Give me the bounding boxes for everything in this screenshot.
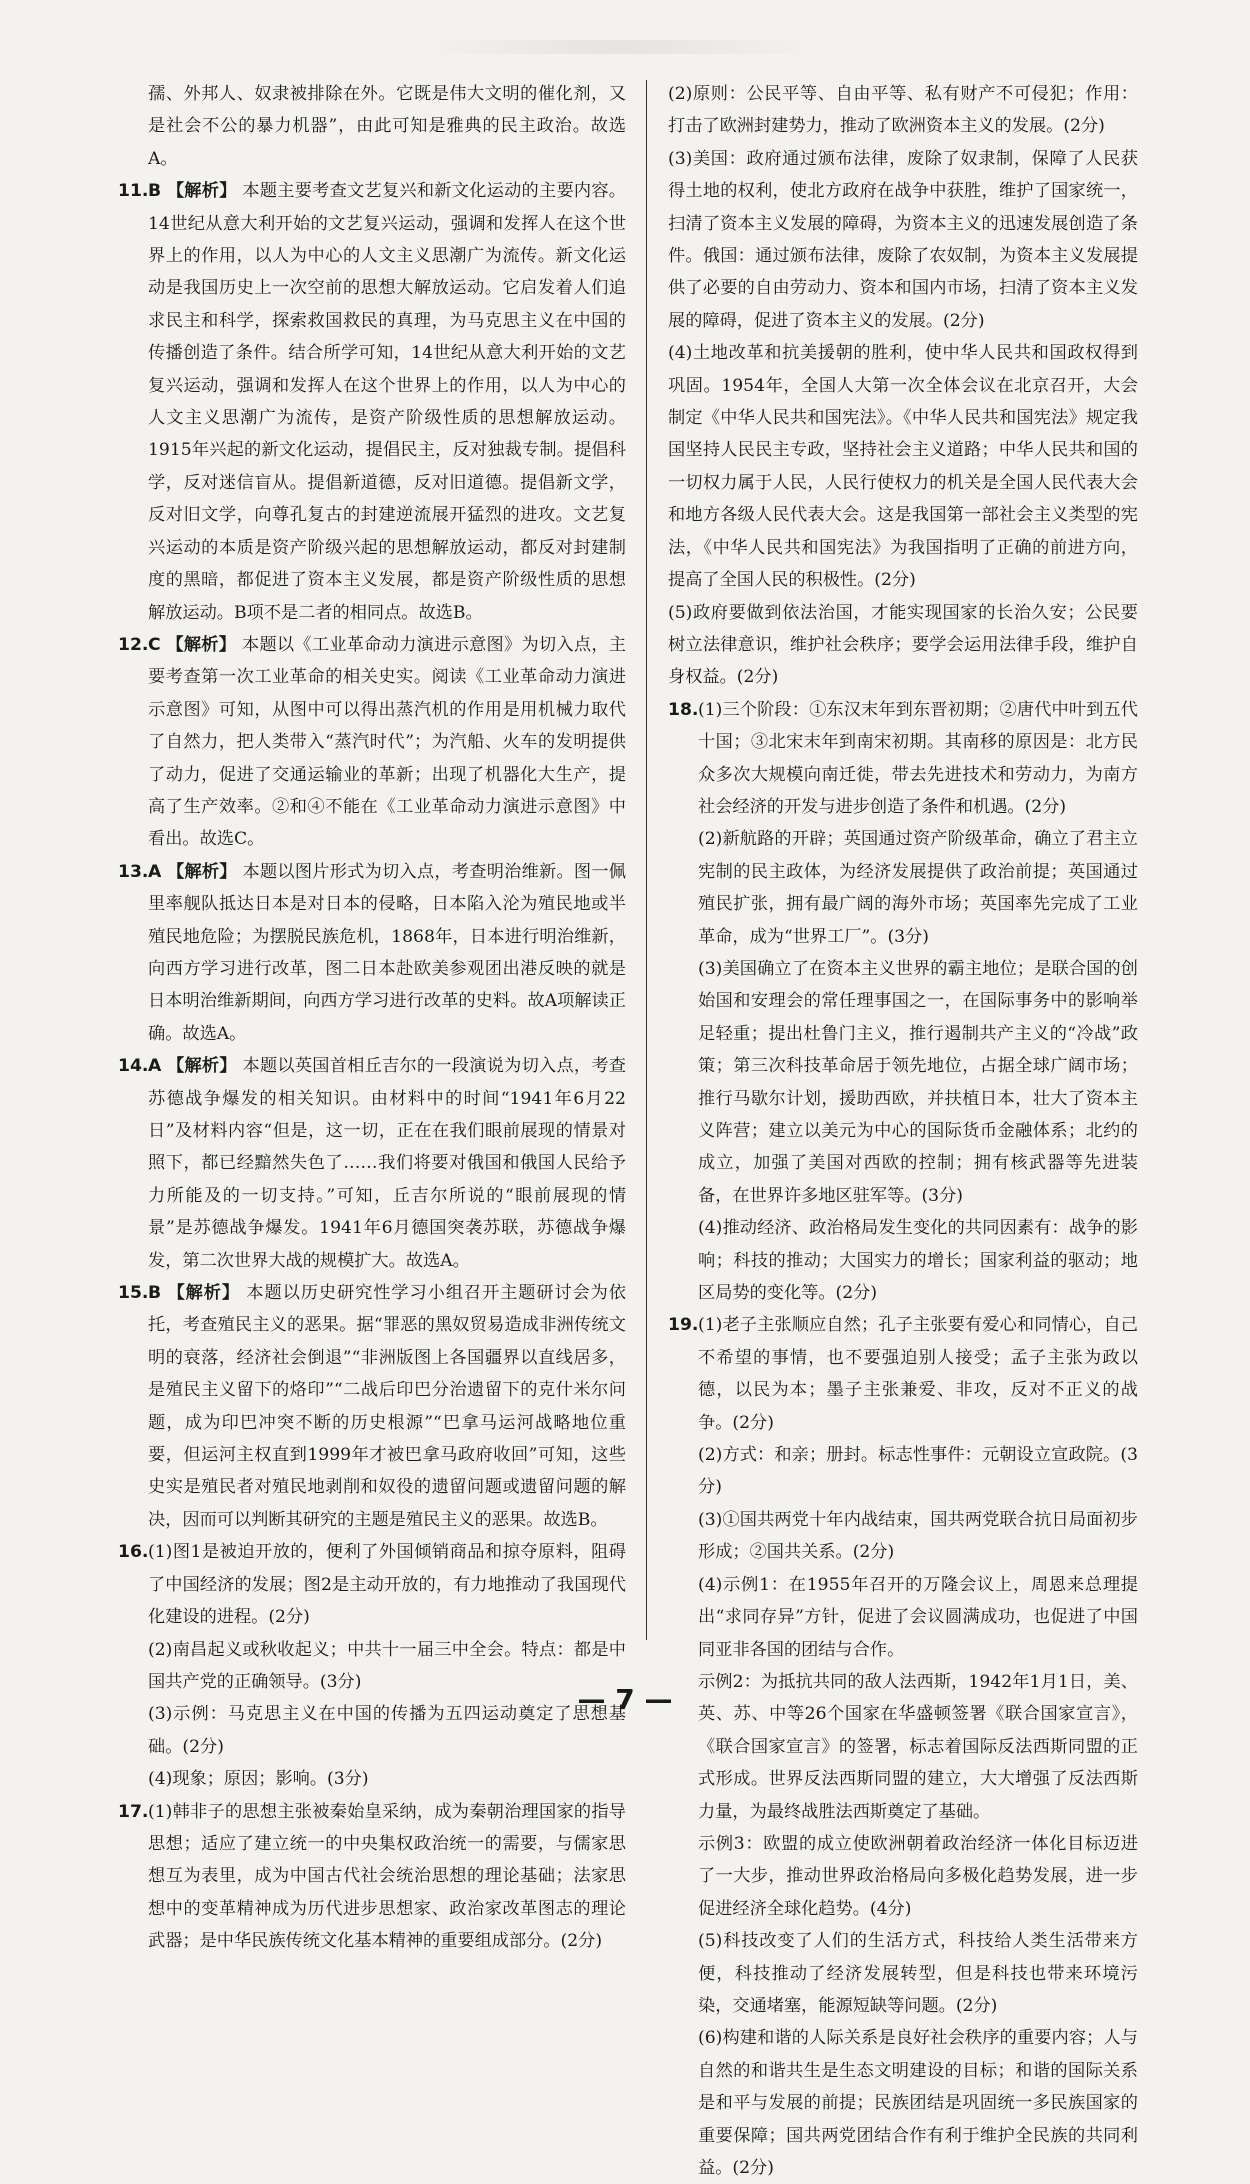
analysis-tag: 【解析】 (167, 1283, 240, 1304)
sub-answer: (2)方式：和亲；册封。标志性事件：元朝设立宣政院。(3分) (698, 1445, 1138, 1498)
answer-item-11 (118, 175, 626, 629)
sub-answer: (3)①国共两党十年内战结束，国共两党联合抗日局面初步形成；②国共关系。(2分) (698, 1509, 1138, 1563)
sub-answer: 示例3：欧盟的成立使欧洲朝着政治经济一体化目标迈进了一大步，推动世界政治格局向多极化趋势发展，进一步促进经济全球化趋势。(4分) (698, 1833, 1138, 1919)
analysis-text: 本题以图片形式为切入点，考查明治维新。图一佩里率舰队抵达日本是对日本的侵略，日本陷入沦为殖民地或半殖民地危险；为摆脱民族危机，1868年，日本进行明治维新，向西方学习进行改革，图二日本赴欧美参观团出港反映的就是日本明治维新期间，向西方学习进行改革的史料。故A项解读正确。故选A。 (148, 861, 626, 1044)
continuation-answer: (3)美国：政府通过颁布法律，废除了奴隶制，保障了人民获得土地的权利，使北方政府在战争中获胜，维护了国家统一，扫清了资本主义发展的障碍，为资本主义的迅速发展创造了条件。俄国：通过颁布法律，废除了农奴制，为资本主义发展提供了必要的自由劳动力、资本和国内市场，扫清了资本主义发展的障碍，促进了资本主义的发展。(2分) (668, 148, 1138, 331)
answer-item-13 (118, 856, 626, 1050)
sub-answer: (1)韩非子的思想主张被秦始皇采纳，成为秦朝治理国家的指导思想；适应了建立统一的中央集权政治统一的需要，与儒家思想互为表里，成为中国古代社会统治思想的理论基础；法家思想中的变革精神成为历代进步思想家、政治家改革图志的理论武器；是中华民族传统文化基本精神的重要组成部分。(2分) (148, 1801, 626, 1952)
answer-item-18 (668, 694, 1138, 1310)
sub-answer: (3)示例：马克思主义在中国的传播为五四运动奠定了思想基础。(2分) (148, 1704, 626, 1757)
analysis-text: 本题以英国首相丘吉尔的一段演说为切入点，考查苏德战争爆发的相关知识。由材料中的时间“1941年6月22日”及材料内容“但是，这一切，正在在我们眼前展现的情景对照下，都已经黯然失色了……我们将要对俄国和俄国人民给予力所能及的一切支持。”可知，丘吉尔所说的“眼前展现的情景”是苏德战争爆发。1941年6月德国突袭苏联，苏德战争爆发，第二次世界大战的规模扩大。故选A。 (148, 1056, 626, 1271)
item-number: 16. (118, 1542, 149, 1563)
sub-answer: (2)新航路的开辟；英国通过资产阶级革命，确立了君主立宪制的民主政体，为经济发展提供了政治前提；英国通过殖民扩张，拥有最广阔的海外市场；英国率先完成了工业革命，成为“世界工厂”。(3分) (698, 829, 1138, 947)
continuation-answer: (2)原则：公民平等、自由平等、私有财产不可侵犯；作用：打击了欧洲封建势力，推动了欧洲资本主义的发展。(2分) (668, 84, 1138, 137)
analysis-tag: 【解析】 (167, 861, 237, 882)
item-number: 12. (118, 634, 149, 655)
item-number: 13. (118, 861, 149, 882)
answer-item-17 (118, 1796, 626, 1958)
item-number: 14. (118, 1056, 149, 1077)
analysis-tag: 【解析】 (166, 634, 237, 655)
analysis-tag: 【解析】 (167, 1056, 237, 1077)
continuation-answer: (4)土地改革和抗美援朝的胜利，使中华人民共和国政权得到巩固。1954年，全国人大第一次全体会议在北京召开，大会制定《中华人民共和国宪法》。《中华人民共和国宪法》规定我国坚持人民民主专政，坚持社会主义道路；中华人民共和国的一切权力属于人民，人民行使权力的机关是全国人民代表大会和地方各级人民代表大会。这是我国第一部社会主义类型的宪法，《中华人民共和国宪法》为我国指明了正确的前进方向，提高了全国人民的积极性。(2分) (668, 343, 1138, 591)
item-number: 11. (118, 181, 149, 202)
sub-answer: (1)三个阶段：①东汉末年到东晋初期；②唐代中叶到五代十国；③北宋末年到南宋初期。其南移的原因是：北方民众多次大规模向南迁徙，带去先进技术和劳动力，为南方社会经济的开发与进步创造了条件和机遇。(2分) (698, 699, 1138, 817)
sub-answer: 示例2：为抵抗共同的敌人法西斯，1942年1月1日，美、英、苏、中等26个国家在华盛顿签署《联合国家宣言》，《联合国家宣言》的签署，标志着国际反法西斯同盟的正式形成。世界反法西斯同盟的建立，大大增强了反法西斯力量，为最终战胜法西斯奠定了基础。 (698, 1671, 1138, 1822)
answer-item-15 (118, 1277, 626, 1536)
item-number: 17. (118, 1801, 149, 1822)
column-divider (646, 80, 647, 1640)
item-number: 18. (668, 699, 699, 720)
sub-answer: (3)美国确立了在资本主义世界的霸主地位；是联合国的创始国和安理会的常任理事国之一，在国际事务中的影响举足轻重；提出杜鲁门主义，推行遏制共产主义的“冷战”政策；第三次科技革命居于领先地位，占据全球广阔市场；推行马歇尔计划，援助西欧，并扶植日本，壮大了资本主义阵营；建立以美元为中心的国际货币金融体系；北约的成立，加强了美国对西欧的控制；拥有核武器等先进装备，在世界许多地区驻军等。(3分) (698, 958, 1138, 1206)
sub-answer: (4)现象；原因；影响。(3分) (148, 1769, 369, 1790)
item-number: 19. (668, 1315, 699, 1336)
analysis-text: 本题主要考查文艺复兴和新文化运动的主要内容。14世纪从意大利开始的文艺复兴运动，强调和发挥人在这个世界上的作用，以人为中心的人文主义思潮广为流传。新文化运动是我国历史上一次空前的思想大解放运动。它启发着人们追求民主和科学，探索救国救民的真理，为马克思主义在中国的传播创造了条件。结合所学可知，14世纪从意大利开始的文艺复兴运动，强调和发挥人在这个世界上的作用，以人为中心的人文主义思潮广为流传，是资产阶级性质的思想解放运动。1915年兴起的新文化运动，提倡民主，反对独裁专制。提倡科学，反对迷信盲从。提倡新道德，反对旧道德。提倡新文学，反对旧文学，向尊孔复古的封建逆流展开猛烈的进攻。文艺复兴运动的本质是资产阶级兴起的思想解放运动，都反对封建制度的黑暗，都促进了资本主义发展，都是资产阶级性质的思想解放运动。B项不是二者的相同点。故选B。 (148, 181, 626, 623)
continuation-answer: (5)政府要做到依法治国，才能实现国家的长治久安；公民要树立法律意识，维护社会秩序；要学会运用法律手段，维护自身权益。(2分) (668, 602, 1138, 688)
analysis-tag: 【解析】 (166, 181, 237, 202)
sub-answer: (2)南昌起义或秋收起义；中共十一届三中全会。特点：都是中国共产党的正确领导。(3分) (148, 1639, 626, 1692)
answer-item-16 (118, 1536, 626, 1795)
left-column (118, 78, 626, 1958)
answer-letter: A (148, 1056, 162, 1077)
page-number: — 7 — (577, 1683, 673, 1716)
analysis-text: 本题以《工业革命动力演进示意图》为切入点，主要考查第一次工业革命的相关史实。阅读《工业革命动力演进示意图》可知，从图中可以得出蒸汽机的作用是用机械力取代了自然力，把人类带入“蒸汽时代”；为汽船、火车的发明提供了动力，促进了交通运输业的革新；出现了机器化大生产，提高了生产效率。②和④不能在《工业革命动力演进示意图》中看出。故选C。 (148, 634, 626, 850)
left-continuation: 孺、外邦人、奴隶被排除在外。它既是伟大文明的催化剂，又是社会不公的暴力机器”，由此可知是雅典的民主政治。故选A。 (148, 84, 626, 169)
answer-letter: A (148, 861, 162, 882)
sub-answer: (5)科技改变了人们的生活方式，科技给人类生活带来方便，科技推动了经济发展转型，但是科技也带来环境污染，交通堵塞，能源短缺等问题。(2分) (698, 1931, 1138, 2016)
answer-letter: C (148, 634, 161, 655)
analysis-text: 本题以历史研究性学习小组召开主题研讨会为依托，考查殖民主义的恶果。据“罪恶的黑奴贸易造成非洲传统文明的衰落，经济社会倒退”“非洲版图上各国疆界以直线居多，是殖民主义留下的烙印”“二战后印巴分治遗留下的克什米尔问题，成为印巴冲突不断的历史根源”“巴拿马运河战略地位重要，但运河主权直到1999年才被巴拿马政府收回”可知，这些史实是殖民者对殖民地剥削和奴役的遗留问题或遗留问题的解决，因而可以判断其研究的主题是殖民主义的恶果。故选B。 (148, 1283, 626, 1530)
right-column (668, 78, 1138, 2184)
header-smudge (420, 40, 820, 54)
answer-letter: B (148, 1283, 162, 1304)
answer-item-14 (118, 1050, 626, 1277)
sub-answer: (1)图1是被迫开放的，便利了外国倾销商品和掠夺原料，阻碍了中国经济的发展；图2是主动开放的，有力地推动了我国现代化建设的进程。(2分) (148, 1542, 626, 1628)
answer-item-12 (118, 629, 626, 856)
sub-answer: (6)构建和谐的人际关系是良好社会秩序的重要内容；人与自然的和谐共生是生态文明建设的目标；和谐的国际关系是和平与发展的前提；民族团结是巩固统一多民族国家的重要保障；国共两党团结合作有利于维护全民族的共同利益。(2分) (698, 2028, 1138, 2178)
sub-answer: (4)示例1：在1955年召开的万隆会议上，周恩来总理提出“求同存异”方针，促进了会议圆满成功，也促进了中国同亚非各国的团结与合作。 (698, 1574, 1138, 1660)
sub-answer: (4)推动经济、政治格局发生变化的共同因素有：战争的影响；科技的推动；大国实力的增长；国家利益的驱动；地区局势的变化等。(2分) (698, 1218, 1138, 1304)
answer-letter: B (148, 181, 162, 202)
item-number: 15. (118, 1283, 149, 1304)
sub-answer: (1)老子主张顺应自然；孔子主张要有爱心和同情心，自己不希望的事情，也不要强迫别人接受；孟子主张为政以德，以民为本；墨子主张兼爱、非攻，反对不正义的战争。(2分) (698, 1315, 1138, 1433)
